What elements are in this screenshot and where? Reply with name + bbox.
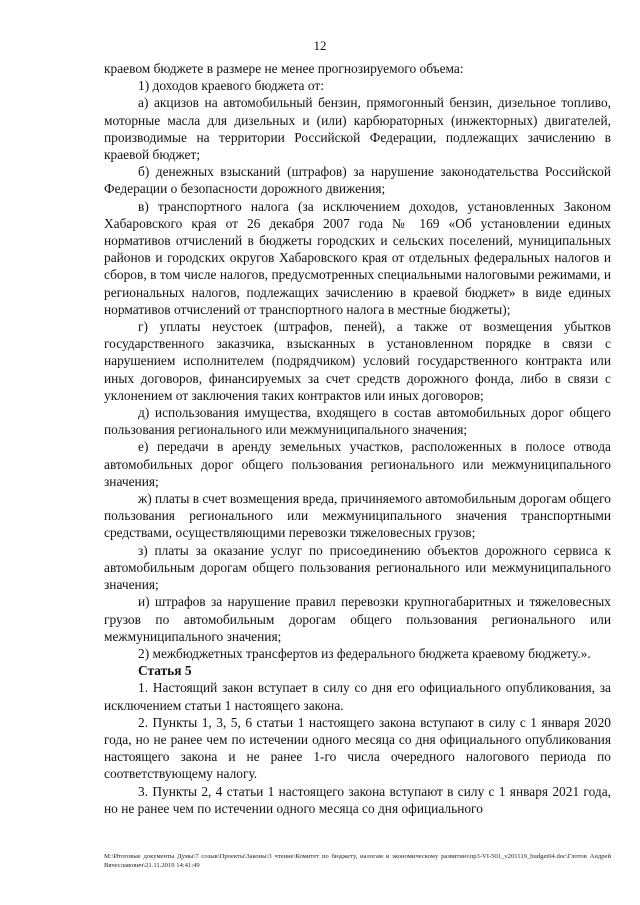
paragraph-subitem-i: и) штрафов за нарушение правил перевозки крупногабаритных и тяжеловесных грузов по автомобильным дорогам общего пользования регионального или межмуниципального значения; bbox=[104, 594, 611, 644]
paragraph-subitem-a: а) акцизов на автомобильный бензин, прямогонный бензин, дизельное топливо, моторные масла для дизельных и (или) карбюраторных (инжекторных) двигателей, производимые на территории Российской Федерации, подлежащих зачислению в краевой бюджет; bbox=[104, 95, 611, 163]
paragraph-subitem-d: д) использования имущества, входящего в состав автомобильных дорог общего пользования регионального или межмуниципального значения; bbox=[104, 405, 611, 438]
document-body bbox=[104, 60, 611, 817]
paragraph-subitem-b: б) денежных взысканий (штрафов) за нарушение законодательства Российской Федерации о безопасности дорожного движения; bbox=[104, 164, 611, 197]
paragraph-subitem-g: г) уплаты неустоек (штрафов, пеней), а также от возмещения убытков государственного заказчика, взысканных в установленном порядке в связи с нарушением исполнителем (подрядчиком) условий государственного контракта или иных договоров, финансируемых за счет средств дорожного фонда, либо в связи с уклонением от заключения таких контрактов или иных договоров; bbox=[104, 319, 611, 403]
paragraph-continuation: краевом бюджете в размере не менее прогнозируемого объема: bbox=[104, 61, 464, 76]
paragraph-subitem-zh: ж) платы в счет возмещения вреда, причиняемого автомобильным дорогам общего пользования регионального или межмуниципального значения транспортными средствами, осуществляющими перевозки тяжеловесных грузов; bbox=[104, 491, 612, 541]
paragraph-item-2: 2) межбюджетных трансфертов из федерального бюджета краевому бюджету.». bbox=[138, 645, 591, 661]
article-title: Статья 5 bbox=[138, 663, 192, 679]
article-paragraph-3: 3. Пункты 2, 4 статьи 1 настоящего закона вступают в силу с 1 января 2021 года, но не ранее чем по истечении одного месяца со дня официального bbox=[104, 783, 611, 816]
paragraph-subitem-e: е) передачи в аренду земельных участков, расположенных в полосе отвода автомобильных дорог общего пользования регионального или межмуниципального значения; bbox=[104, 439, 611, 489]
paragraph-subitem-z: з) платы за оказание услуг по присоединению объектов дорожного сервиса к автомобильным дорогам общего пользования регионального или межмуниципального значения; bbox=[104, 542, 611, 593]
paragraph-item-1: 1) доходов краевого бюджета от: bbox=[138, 78, 324, 94]
page-number: 12 bbox=[313, 38, 327, 53]
footer-file-path: M:\Итоговые документы Думы\7 созыв\Проекты\Законы\3 чтение\Комитет по бюджету, налогам и экономическому развитию\пр3-VI-501_v201119_budget04.doc\Глотов Андрей Вячеславович\21.11.2019 14:41:49 bbox=[104, 853, 611, 869]
article-paragraph-1: 1. Настоящий закон вступает в силу со дня его официального опубликования, за исключением статьи 1 настоящего закона. bbox=[104, 680, 611, 713]
paragraph-subitem-v: в) транспортного налога (за исключением доходов, установленных Законом Хабаровского края от 26 декабря 2007 года № 169 «Об установлении единых нормативов отчислений в бюджеты городских и сельских поселений, муниципальных районов и городских округов Хабаровского края от отдельных федеральных налогов и сборов, в том числе налогов, предусмотренных специальными налоговыми режимами, и региональных налогов, подлежащих зачислению в краевой бюджет» в виде единых нормативов отчислений от транспортного налога в местные бюджеты); bbox=[104, 198, 611, 317]
article-paragraph-2: 2. Пункты 1, 3, 5, 6 статьи 1 настоящего закона вступают в силу с 1 января 2020 года, но не ранее чем по истечении одного месяца со дня официального опубликования настоящего закона и не ранее 1-го числа очередного налогового периода по соответствующему налогу. bbox=[104, 714, 611, 782]
